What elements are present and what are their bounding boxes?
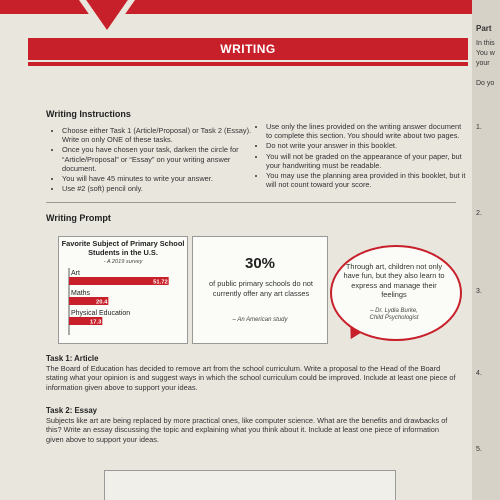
instruction-item: • Use #2 (soft) pencil only. — [62, 184, 258, 193]
stat-box — [192, 236, 328, 344]
section-divider — [46, 202, 456, 203]
title-underline — [28, 62, 468, 66]
side-number: 2. — [476, 210, 482, 217]
chart-subtitle: - A 2019 survey — [103, 259, 143, 265]
side-heading: Part — [476, 24, 492, 33]
quote-text: Through art, children not only have fun, but they also learn to express and manage their feelings — [343, 262, 445, 300]
bar-value-label: 17.3 — [90, 319, 102, 326]
chart-box — [58, 236, 188, 344]
bar-value-label: 51.72 — [153, 279, 168, 286]
instruction-item: • Do not write your answer in this booklet. — [266, 141, 466, 150]
stat-value: 30% — [244, 255, 276, 272]
quote-author — [342, 308, 446, 323]
side-line: You w — [476, 50, 495, 57]
planning-box — [104, 470, 396, 500]
side-line: your — [476, 60, 490, 67]
bar-chart — [59, 237, 187, 343]
instruction-item: • Once you have chosen your task, darken the circle for “Article/Proposal” or “Essay” on your writing answer document. — [62, 145, 258, 173]
stat-source: – An American study — [232, 317, 288, 323]
instruction-item: • You will have 45 minutes to write your answer. — [62, 174, 258, 183]
category-label: Art — [71, 270, 80, 277]
stat-text: of public primary schools do not currently offer any art classes — [209, 279, 313, 298]
instructions-right-list — [256, 122, 466, 190]
side-line: Do yo — [476, 80, 495, 87]
side-number: 3. — [476, 288, 482, 295]
side-number: 5. — [476, 446, 482, 453]
top-banner — [0, 0, 472, 14]
instructions-left-list — [52, 126, 258, 194]
side-number: 4. — [476, 370, 482, 377]
instruction-item: • Use only the lines provided on the writing answer document to complete this section. You should write about two pages. — [266, 122, 466, 140]
bar-value-label: 20.4 — [96, 299, 108, 306]
instruction-item: • You will not be graded on the appearance of your paper, but your handwriting must be readable. — [266, 152, 466, 170]
quote-author-name: – Dr. Lydia Burke, — [370, 308, 418, 314]
prompt-heading: Writing Prompt — [46, 213, 111, 223]
side-line: In this — [476, 40, 495, 47]
category-label: Physical Education — [71, 310, 131, 317]
star-logo — [82, 0, 132, 30]
instruction-item: • Choose either Task 1 (Article/Proposal) or Task 2 (Essay). Write on only ONE of these tasks. — [62, 126, 258, 144]
instructions-heading: Writing Instructions — [46, 109, 131, 119]
task2-heading: Task 2: Essay — [46, 406, 98, 415]
side-number: 1. — [476, 124, 482, 131]
instruction-item: • You may use the planning area provided in this booklet, but it will not count toward your score. — [266, 171, 466, 189]
quote-author-title: Child Psychologist — [369, 315, 419, 322]
adjacent-page — [472, 0, 500, 500]
category-label: Maths — [71, 290, 91, 297]
task2-text: Subjects like art are being replaced by more practical ones, like computer science. What are the benefits and drawbacks of this? Write an essay discussing the topic and explaining what you think about it. Include at least one piece of information given above to support your ideas. — [46, 416, 448, 444]
chart-title: Favorite Subject of Primary School Students in the U.S. — [61, 239, 185, 257]
task1-heading: Task 1: Article — [46, 354, 99, 363]
task1-text: The Board of Education has decided to remove art from the school curriculum. Write a proposal to the Head of the Board stating what your opinion is and suggest ways in which the school curriculum could be improved. Include at least one piece of information given above to support your ideas. — [46, 364, 456, 392]
section-title: WRITING — [28, 38, 468, 60]
